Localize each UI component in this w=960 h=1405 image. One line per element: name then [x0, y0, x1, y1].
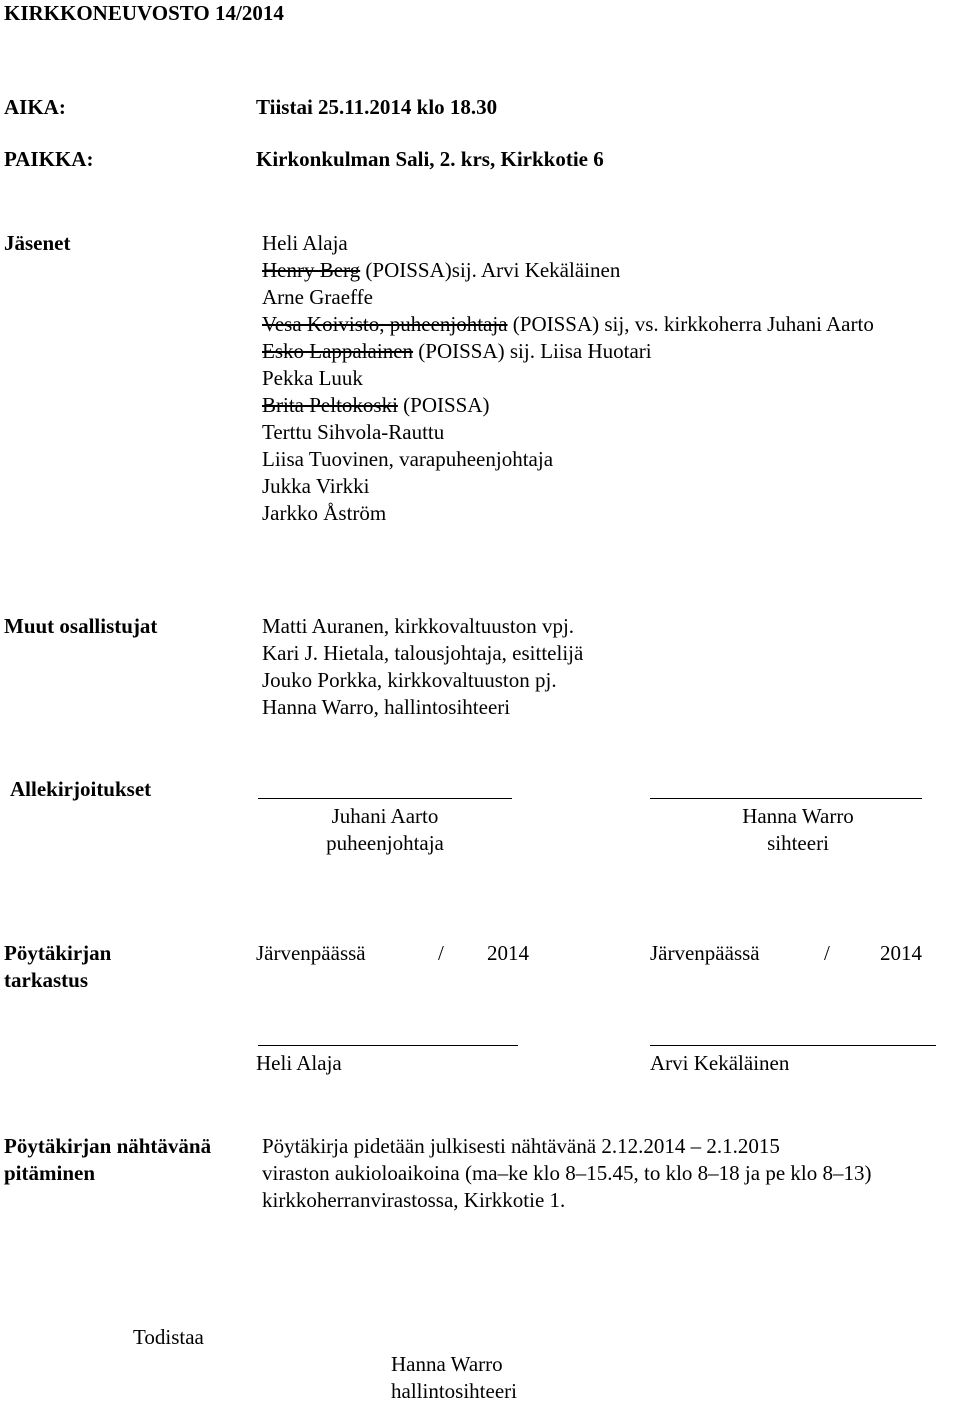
- display-label-line1: Pöytäkirjan nähtävänä: [4, 1134, 212, 1158]
- member-struck-name: Esko Lappalainen: [262, 339, 414, 363]
- review-right-slash: /: [824, 941, 830, 965]
- others-label: Muut osallistujat: [4, 614, 158, 638]
- member-text: (POISSA)sij. Arvi Kekäläinen: [360, 258, 621, 282]
- members-list: [262, 230, 874, 527]
- signer-right-role: sihteeri: [767, 831, 829, 855]
- member-row: [262, 311, 874, 338]
- member-row: [262, 473, 874, 500]
- time-value: Tiistai 25.11.2014 klo 18.30: [256, 95, 498, 119]
- member-struck-name: Henry Berg: [262, 258, 361, 282]
- signatures-label: Allekirjoitukset: [10, 777, 152, 801]
- review-label: [4, 940, 111, 994]
- document-title: KIRKKONEUVOSTO 14/2014: [4, 1, 284, 25]
- member-row: [262, 392, 874, 419]
- place-label: PAIKKA:: [4, 147, 94, 171]
- time-label: AIKA:: [4, 95, 66, 119]
- review-left-slash: /: [438, 941, 444, 965]
- review-right-place: Järvenpäässä: [650, 941, 760, 965]
- review-left-place: Järvenpäässä: [256, 941, 366, 965]
- review-right-year: 2014: [880, 941, 922, 965]
- member-row: [262, 257, 874, 284]
- member-struck-name: Vesa Koivisto, puheenjohtaja: [262, 312, 508, 336]
- member-text: (POISSA): [397, 393, 490, 417]
- attest-role: hallintosihteeri: [391, 1379, 517, 1403]
- signer-left-role: puheenjohtaja: [326, 831, 444, 855]
- member-row: [262, 419, 874, 446]
- signer-right-name: Hanna Warro: [742, 804, 854, 828]
- signature-line-left: [258, 798, 512, 799]
- signature-line-right: [650, 798, 922, 799]
- signer-left-name: Juhani Aarto: [331, 804, 439, 828]
- member-row: [262, 230, 874, 257]
- member-text: Terttu Sihvola-Rauttu: [262, 420, 445, 444]
- members-label: Jäsenet: [4, 231, 71, 255]
- member-struck-name: Brita Peltokoski: [262, 393, 398, 417]
- attest-label: Todistaa: [133, 1325, 204, 1349]
- participant-row: Kari J. Hietala, talousjohtaja, esittelijä: [262, 641, 584, 665]
- review-left-year: 2014: [487, 941, 529, 965]
- reviewer-line-left: [258, 1045, 518, 1046]
- display-label-line2: pitäminen: [4, 1161, 96, 1185]
- review-label-line1: Pöytäkirjan: [4, 941, 112, 965]
- member-row: [262, 446, 874, 473]
- member-text: (POISSA) sij, vs. kirkkoherra Juhani Aarto: [507, 312, 874, 336]
- reviewer-right-name: Arvi Kekäläinen: [650, 1051, 790, 1075]
- reviewer-line-right: [650, 1045, 936, 1046]
- display-line: viraston aukioloaikoina (ma–ke klo 8–15.45, to klo 8–18 ja pe klo 8–13): [262, 1161, 872, 1185]
- others-list: [262, 613, 583, 721]
- member-row: [262, 284, 874, 311]
- member-text: Liisa Tuovinen, varapuheenjohtaja: [262, 447, 554, 471]
- participant-row: Jouko Porkka, kirkkovaltuuston pj.: [262, 668, 557, 692]
- display-line: kirkkoherranvirastossa, Kirkkotie 1.: [262, 1188, 566, 1212]
- place-value: Kirkonkulman Sali, 2. krs, Kirkkotie 6: [256, 147, 604, 171]
- participant-row: Hanna Warro, hallintosihteeri: [262, 695, 511, 719]
- member-row: [262, 500, 874, 527]
- display-text: [262, 1133, 871, 1214]
- reviewer-left-name: Heli Alaja: [256, 1051, 342, 1075]
- review-label-line2: tarkastus: [4, 968, 89, 992]
- signer-left: [258, 803, 512, 857]
- member-text: Jukka Virkki: [262, 474, 370, 498]
- member-row: [262, 338, 874, 365]
- member-text: (POISSA) sij. Liisa Huotari: [413, 339, 652, 363]
- member-row: [262, 365, 874, 392]
- member-text: Pekka Luuk: [262, 366, 363, 390]
- attest-name: Hanna Warro: [391, 1352, 503, 1376]
- participant-row: Matti Auranen, kirkkovaltuuston vpj.: [262, 614, 575, 638]
- member-text: Arne Graeffe: [262, 285, 373, 309]
- member-text: Jarkko Åström: [262, 501, 387, 525]
- display-label: [4, 1133, 211, 1187]
- member-text: Heli Alaja: [262, 231, 348, 255]
- attest-signer: [391, 1351, 517, 1405]
- signer-right: [650, 803, 946, 857]
- display-line: Pöytäkirja pidetään julkisesti nähtävänä 2.12.2014 – 2.1.2015: [262, 1134, 780, 1158]
